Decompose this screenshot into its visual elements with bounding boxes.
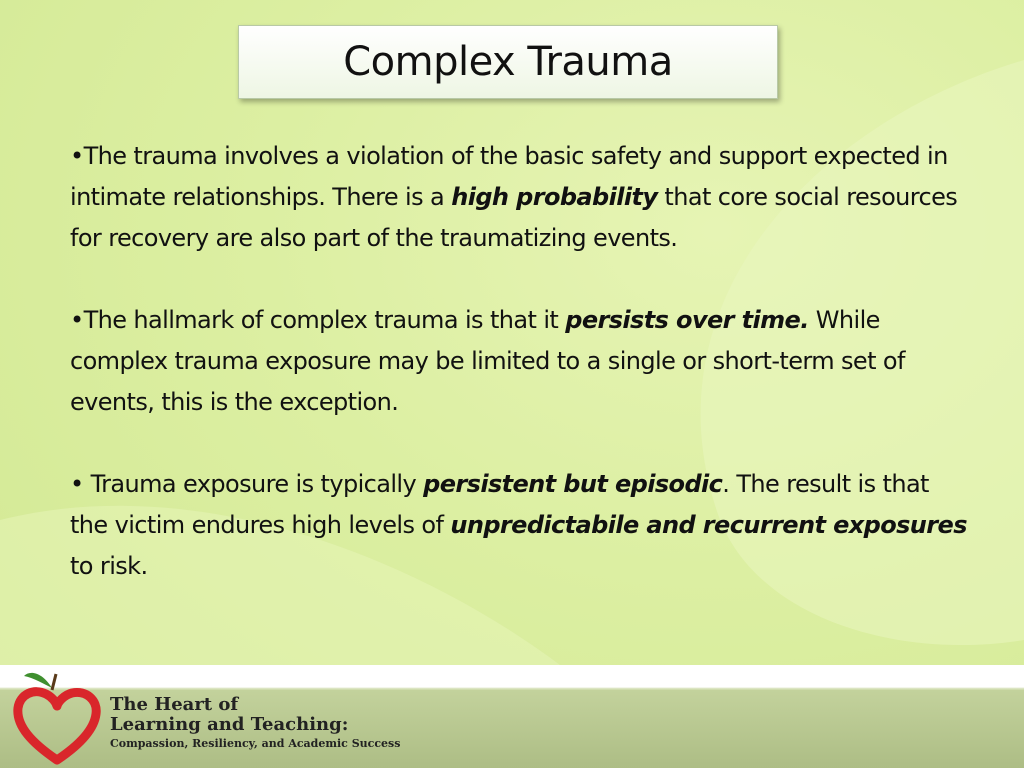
stem-icon	[52, 674, 56, 690]
bullet-text: that core social resources for recovery are also part of the traumatizing events.	[70, 183, 958, 252]
leaf-icon	[24, 673, 52, 688]
emphasis-text: unpredictabile and recurrent exposures	[450, 511, 967, 539]
bullet-marker: •	[70, 306, 84, 334]
bullet-marker: •	[70, 470, 91, 498]
bullet-3	[70, 464, 970, 587]
footer-line-3: Compassion, Resiliency, and Academic Success	[110, 737, 401, 750]
emphasis-text: high probability	[451, 183, 658, 211]
heart-icon	[18, 692, 96, 760]
emphasis-text: persistent but episodic	[423, 470, 723, 498]
bullet-text: to risk.	[70, 552, 148, 580]
emphasis-text: persists over time.	[565, 306, 809, 334]
bullet-2	[70, 300, 970, 423]
footer-line-2: Learning and Teaching:	[110, 714, 349, 735]
slide-title: Complex Trauma	[343, 39, 673, 85]
footer-text	[110, 695, 400, 753]
footer-line-1: The Heart of	[110, 694, 239, 715]
bullet-text: Trauma exposure is typically	[90, 470, 424, 498]
bullet-text: . The result is that the victim endures high levels of	[70, 470, 929, 539]
bullet-text: While complex trauma exposure may be limited to a single or short-term set of events, this is the exception.	[70, 306, 905, 416]
bullet-1	[70, 136, 970, 259]
bullet-text: The hallmark of complex trauma is that it	[83, 306, 566, 334]
slide-body	[70, 136, 970, 628]
bullet-text: The trauma involves a violation of the basic safety and support expected in intimate relationships. There is a	[70, 142, 948, 211]
title-box	[238, 25, 778, 99]
heart-apple-logo	[12, 668, 102, 766]
bullet-marker: •	[70, 142, 84, 170]
